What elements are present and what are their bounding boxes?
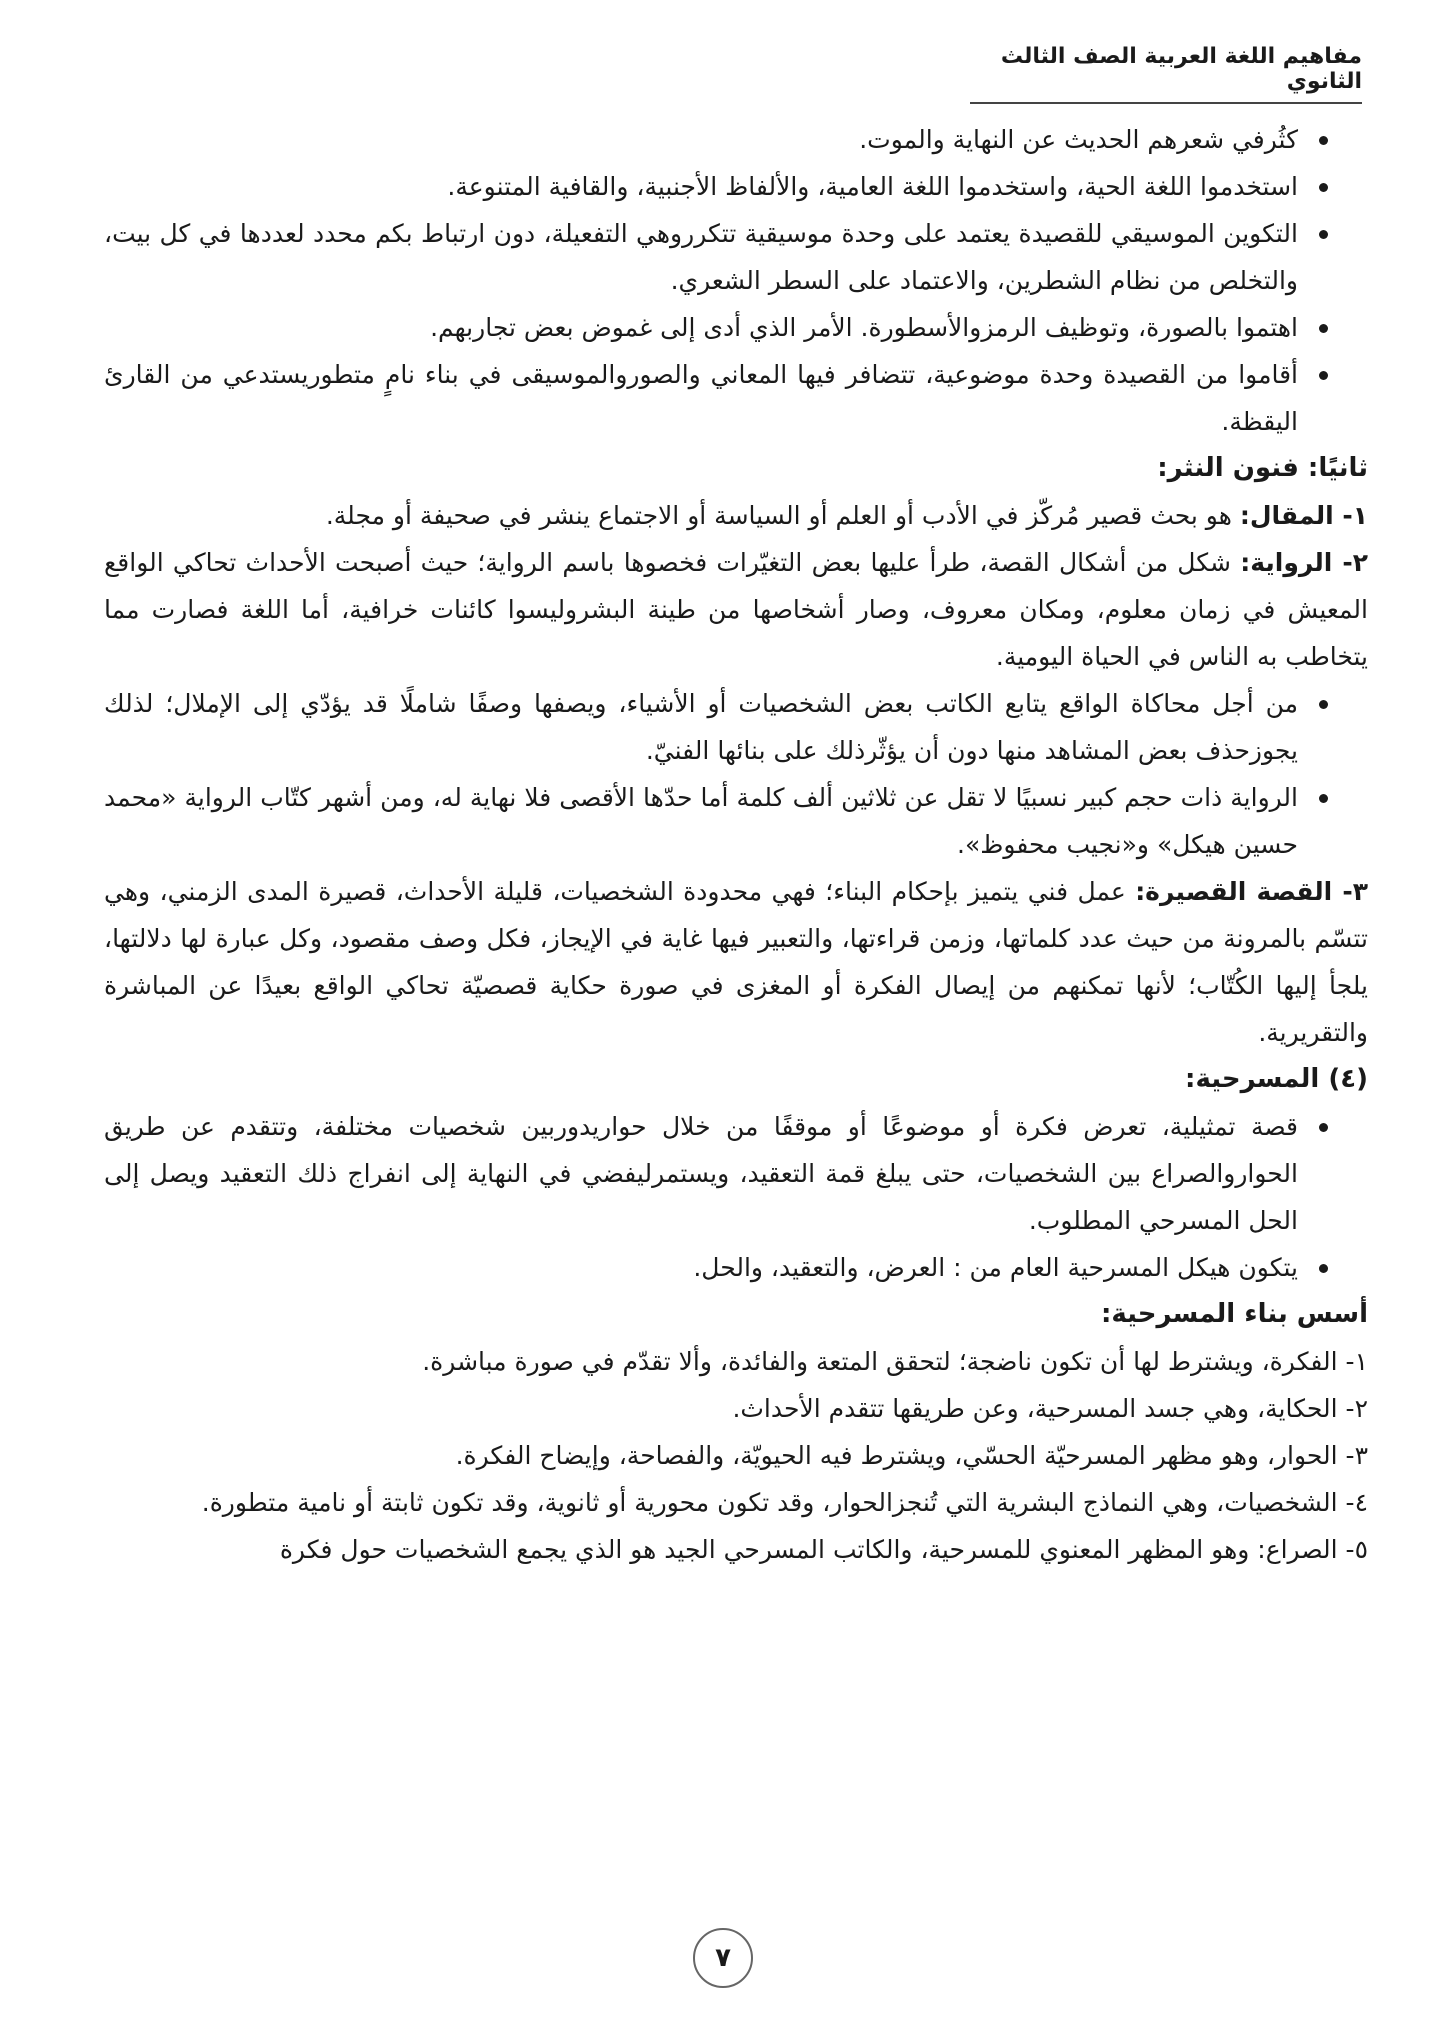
- bullet-item: كثُرفي شعرهم الحديث عن النهاية والموت.: [104, 116, 1336, 163]
- section-title-prose: ثانيًا: فنون النثر:: [1157, 453, 1368, 483]
- page-number: ٧: [693, 1928, 753, 1988]
- numbered-item: ٢- الحكاية، وهي جسد المسرحية، وعن طريقها تتقدم الأحداث.: [732, 1394, 1368, 1423]
- bullet-item: استخدموا اللغة الحية، واستخدموا اللغة العامية، والألفاظ الأجنبية، والقافية المتنوعة.: [104, 163, 1336, 210]
- numbered-item: ٤- الشخصيات، وهي النماذج البشرية التي تُنجزالحوار، وقد تكون محورية أو ثانوية، وقد تكون ثابتة أو نامية متطورة.: [201, 1488, 1368, 1517]
- item-maqal: [104, 492, 1368, 539]
- section-title-masrahiya: (٤) المسرحية:: [1185, 1064, 1368, 1094]
- numbered-item: ١- الفكرة، ويشترط لها أن تكون ناضجة؛ لتحقق المتعة والفائدة، وألا تقدّم في صورة مباشرة.: [422, 1347, 1368, 1376]
- item-label: ٢- الرواية:: [1240, 548, 1368, 577]
- bullet-item: يتكون هيكل المسرحية العام من : العرض، والتعقيد، والحل.: [104, 1244, 1336, 1291]
- item-label: ٣- القصة القصيرة:: [1135, 877, 1369, 906]
- item-label: ١- المقال:: [1239, 501, 1368, 530]
- bullet-item: أقاموا من القصيدة وحدة موضوعية، تتضافر فيها المعاني والصوروالموسيقى في بناء نامٍ متطوريستدعي من القارئ اليقظة.: [104, 351, 1336, 445]
- page-header: مفاهيم اللغة العربية الصف الثالث الثانوي: [970, 44, 1362, 104]
- section-title-foundations: أسس بناء المسرحية:: [1100, 1299, 1368, 1329]
- item-qissa: [104, 868, 1368, 1056]
- bullet-item: من أجل محاكاة الواقع يتابع الكاتب بعض الشخصيات أو الأشياء، ويصفها وصفًا شاملًا قد يؤدّي إلى الإملال؛ لذلك يجوزحذف بعض المشاهد منها دون أن يؤثّرذلك على بنائها الفنيّ.: [104, 680, 1336, 774]
- item-riwaya: [104, 539, 1368, 680]
- page-content: [104, 116, 1369, 1573]
- numbered-item: ٥- الصراع: وهو المظهر المعنوي للمسرحية، والكاتب المسرحي الجيد هو الذي يجمع الشخصيات حول فكرة: [279, 1535, 1368, 1564]
- item-text: شكل من أشكال القصة، طرأ عليها بعض التغيّرات فخصوها باسم الرواية؛ حيث أصبحت الأحداث تحاكي الواقع المعيش في زمان معلوم، ومكان معروف، وصار أشخاصها من طينة البشروليسوا كائنات خرافية، أما اللغة فصارت مما يتخاطب به الناس في الحياة اليومية.: [104, 548, 1368, 671]
- numbered-item: ٣- الحوار، وهو مظهر المسرحيّة الحسّي، ويشترط فيه الحيويّة، والفصاحة، وإيضاح الفكرة.: [455, 1441, 1368, 1470]
- item-text: هو بحث قصير مُركّز في الأدب أو العلم أو السياسة أو الاجتماع ينشر في صحيفة أو مجلة.: [325, 501, 1232, 530]
- bullet-item: قصة تمثيلية، تعرض فكرة أو موضوعًا أو موقفًا من خلال حواريدوربين شخصيات مختلفة، وتتقدم عن طريق الحواروالصراع بين الشخصيات، حتى يبلغ قمة التعقيد، ويستمرليفضي في النهاية إلى انفراج ذلك التعقيد ويصل إلى الحل المسرحي المطلوب.: [104, 1103, 1336, 1244]
- bullet-item: اهتموا بالصورة، وتوظيف الرمزوالأسطورة. الأمر الذي أدى إلى غموض بعض تجاربهم.: [104, 304, 1336, 351]
- bullet-item: التكوين الموسيقي للقصيدة يعتمد على وحدة موسيقية تتكرروهي التفعيلة، دون ارتباط بكم محدد لعددها في كل بيت، والتخلص من نظام الشطرين، والاعتماد على السطر الشعري.: [104, 210, 1336, 304]
- bullet-item: الرواية ذات حجم كبير نسبيًا لا تقل عن ثلاثين ألف كلمة أما حدّها الأقصى فلا نهاية له، ومن أشهر كتّاب الرواية «محمد حسين هيكل» و«نجيب محفوظ».: [104, 774, 1336, 868]
- item-text: عمل فني يتميز بإحكام البناء؛ فهي محدودة الشخصيات، قليلة الأحداث، قصيرة المدى الزمني، وهي تتسّم بالمرونة من حيث عدد كلماتها، وزمن قراءتها، والتعبير فيها غاية في الإيجاز، فكل وصف مقصود، وكل عبارة لها دلالتها، يلجأ إليها الكُتّاب؛ لأنها تمكنهم من إيصال الفكرة أو المغزى في صورة حكاية قصصيّة تحاكي الواقع بعيدًا عن المباشرة والتقريرية.: [104, 877, 1368, 1047]
